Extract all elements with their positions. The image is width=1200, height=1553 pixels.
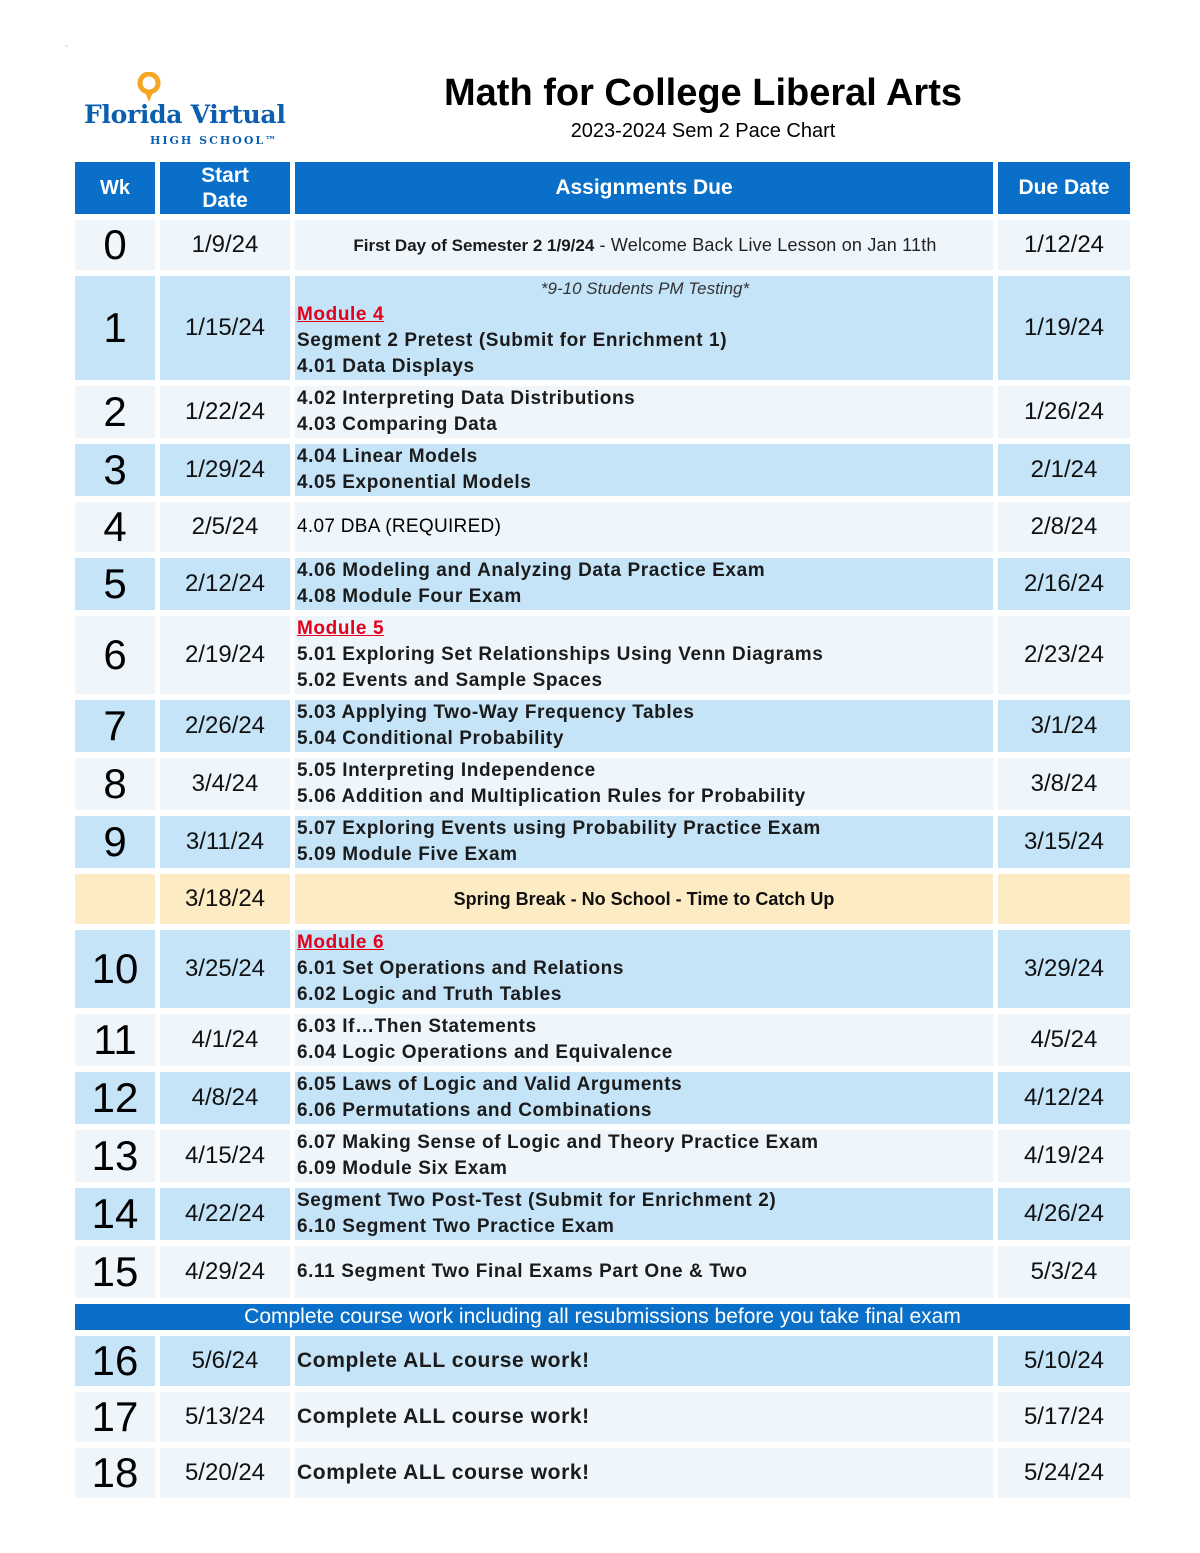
assignment-line: 4.02 Interpreting Data Distributions <box>297 388 636 409</box>
assignment-line: 4.03 Comparing Data <box>297 414 498 435</box>
due-date: 5/17/24 <box>998 1392 1130 1442</box>
start-date: 5/20/24 <box>160 1448 290 1498</box>
assignments-cell <box>295 816 993 868</box>
due-date: 4/5/24 <box>998 1014 1130 1066</box>
week-number: 13 <box>75 1130 155 1182</box>
assignment-line: 6.02 Logic and Truth Tables <box>297 984 563 1005</box>
start-date: 2/26/24 <box>160 700 290 752</box>
table-row <box>75 502 1130 552</box>
week-number: 10 <box>75 930 155 1008</box>
assignment-line: 6.05 Laws of Logic and Valid Arguments <box>297 1074 683 1095</box>
assignment-line: 4.07 DBA (REQUIRED) <box>297 516 502 537</box>
module-heading: Module 4 <box>297 304 385 325</box>
assignments-cell <box>295 444 993 496</box>
header-assignments: Assignments Due <box>295 162 993 214</box>
week-number: 15 <box>75 1246 155 1298</box>
table-row <box>75 444 1130 496</box>
table-row <box>75 220 1130 270</box>
due-date: 5/3/24 <box>998 1246 1130 1298</box>
start-date: 2/5/24 <box>160 502 290 552</box>
table-row <box>75 816 1130 868</box>
page-subtitle: 2023-2024 Sem 2 Pace Chart <box>570 120 836 142</box>
table-row <box>75 1014 1130 1066</box>
header-start-date: Start Date <box>160 162 290 214</box>
due-date: 1/19/24 <box>998 276 1130 380</box>
assignment-line: 5.03 Applying Two-Way Frequency Tables <box>297 702 695 723</box>
week-number: 6 <box>75 616 155 694</box>
due-date: 1/26/24 <box>998 386 1130 438</box>
assignment-line: 6.03 If…Then Statements <box>297 1016 537 1037</box>
testing-note: *9-10 Students PM Testing* <box>540 279 750 298</box>
page-title: Math for College Liberal Arts <box>444 72 962 114</box>
start-date: 4/22/24 <box>160 1188 290 1240</box>
assignment-line: Complete ALL course work! <box>297 1461 590 1484</box>
start-date: 2/12/24 <box>160 558 290 610</box>
assignment-line: 5.09 Module Five Exam <box>297 844 518 865</box>
table-row <box>75 558 1130 610</box>
table-row <box>75 1448 1130 1498</box>
start-date: 1/29/24 <box>160 444 290 496</box>
logo-brand-name: Florida Virtual <box>84 100 286 129</box>
table-row <box>75 1392 1130 1442</box>
assignment-line: 6.06 Permutations and Combinations <box>297 1100 653 1121</box>
assignments-cell <box>295 1014 993 1066</box>
week-number: 0 <box>75 220 155 270</box>
due-date: 2/16/24 <box>998 558 1130 610</box>
due-date: 4/19/24 <box>998 1130 1130 1182</box>
assignments-cell <box>295 616 993 694</box>
header-wk: Wk <box>75 162 155 214</box>
week-number: 16 <box>75 1336 155 1386</box>
start-date: 1/9/24 <box>160 220 290 270</box>
assignments-cell <box>295 502 993 552</box>
due-date: 1/12/24 <box>998 220 1130 270</box>
start-date: 3/4/24 <box>160 758 290 810</box>
assignment-line: 6.01 Set Operations and Relations <box>297 958 625 979</box>
assignment-line: Segment 2 Pretest (Submit for Enrichment 1) <box>297 330 728 351</box>
assignment-line: 5.05 Interpreting Independence <box>297 760 596 781</box>
week-number: 8 <box>75 758 155 810</box>
assignment-line: 6.04 Logic Operations and Equivalence <box>297 1042 673 1063</box>
assignment-line: 5.02 Events and Sample Spaces <box>297 670 603 691</box>
assignment-line: Complete ALL course work! <box>297 1349 590 1372</box>
spring-break-row <box>75 874 1130 924</box>
week-number: 11 <box>75 1014 155 1066</box>
week-number: 2 <box>75 386 155 438</box>
week-number: 4 <box>75 502 155 552</box>
assignments-cell <box>295 1392 993 1442</box>
week-number: 18 <box>75 1448 155 1498</box>
header-row <box>75 162 1130 214</box>
table-row <box>75 930 1130 1008</box>
due-date: 3/1/24 <box>998 700 1130 752</box>
pace-chart-table <box>70 156 1135 1504</box>
assignment-line: 4.01 Data Displays <box>297 356 475 377</box>
week-number: 7 <box>75 700 155 752</box>
first-day-text: First Day of Semester 2 1/9/24 <box>353 235 595 255</box>
live-lesson-text: - Welcome Back Live Lesson on Jan 11th <box>594 234 937 255</box>
start-date: 5/13/24 <box>160 1392 290 1442</box>
assignments-cell <box>295 276 993 380</box>
due-date: 5/24/24 <box>998 1448 1130 1498</box>
assignment-line: 6.09 Module Six Exam <box>297 1158 508 1179</box>
start-date: 1/22/24 <box>160 386 290 438</box>
start-date: 4/29/24 <box>160 1246 290 1298</box>
week-number: 1 <box>75 276 155 380</box>
week-number: 14 <box>75 1188 155 1240</box>
spring-break-text: Spring Break - No School - Time to Catch Up <box>295 874 993 924</box>
due-date: 4/12/24 <box>998 1072 1130 1124</box>
due-date: 3/8/24 <box>998 758 1130 810</box>
week-number: 5 <box>75 558 155 610</box>
table-row <box>75 1246 1130 1298</box>
assignments-cell <box>295 386 993 438</box>
week-number: 12 <box>75 1072 155 1124</box>
assignment-line: 5.07 Exploring Events using Probability Practice Exam <box>297 818 821 839</box>
start-date: 3/11/24 <box>160 816 290 868</box>
corner-mark: ~ <box>65 44 68 50</box>
start-date: 5/6/24 <box>160 1336 290 1386</box>
assignment-line: 6.07 Making Sense of Logic and Theory Practice Exam <box>297 1132 819 1153</box>
due-date <box>998 874 1130 924</box>
assignments-cell <box>295 1188 993 1240</box>
final-exam-banner: Complete course work including all resubmissions before you take final exam <box>75 1304 1130 1330</box>
table-row <box>75 1188 1130 1240</box>
week-number: 9 <box>75 816 155 868</box>
assignment-line: 4.06 Modeling and Analyzing Data Practice Exam <box>297 560 766 581</box>
table-row <box>75 386 1130 438</box>
fvhs-logo <box>84 72 294 152</box>
assignment-line: 4.05 Exponential Models <box>297 472 532 493</box>
table-row <box>75 1336 1130 1386</box>
table-row <box>75 1072 1130 1124</box>
assignment-line: 6.10 Segment Two Practice Exam <box>297 1216 615 1237</box>
due-date: 2/1/24 <box>998 444 1130 496</box>
start-date: 1/15/24 <box>160 276 290 380</box>
assignments-cell <box>295 930 993 1008</box>
table-row <box>75 758 1130 810</box>
assignment-line: Complete ALL course work! <box>297 1405 590 1428</box>
logo-tagline: HIGH SCHOOL™ <box>150 134 279 147</box>
assignment-line: 5.04 Conditional Probability <box>297 728 565 749</box>
table-row <box>75 616 1130 694</box>
table-row <box>75 700 1130 752</box>
start-date: 3/25/24 <box>160 930 290 1008</box>
start-date: 4/15/24 <box>160 1130 290 1182</box>
assignments-cell <box>295 700 993 752</box>
table-row <box>75 276 1130 380</box>
assignment-line: 5.06 Addition and Multiplication Rules for Probability <box>297 786 806 807</box>
assignments-cell <box>295 1336 993 1386</box>
assignment-line: 4.04 Linear Models <box>297 446 478 467</box>
start-date: 3/18/24 <box>160 874 290 924</box>
start-date: 4/1/24 <box>160 1014 290 1066</box>
start-date: 2/19/24 <box>160 616 290 694</box>
assignment-line: Segment Two Post-Test (Submit for Enrichment 2) <box>297 1190 777 1211</box>
start-date: 4/8/24 <box>160 1072 290 1124</box>
assignments-cell <box>295 758 993 810</box>
assignments-cell <box>295 1448 993 1498</box>
assignments-cell <box>295 1130 993 1182</box>
due-date: 2/23/24 <box>998 616 1130 694</box>
due-date: 2/8/24 <box>998 502 1130 552</box>
due-date: 4/26/24 <box>998 1188 1130 1240</box>
week-number: 3 <box>75 444 155 496</box>
due-date: 3/29/24 <box>998 930 1130 1008</box>
assignment-line: 6.11 Segment Two Final Exams Part One & Two <box>297 1261 748 1282</box>
assignments-cell <box>295 220 993 270</box>
assignment-line: 5.01 Exploring Set Relationships Using Venn Diagrams <box>297 644 824 665</box>
week-number: 17 <box>75 1392 155 1442</box>
module-heading: Module 5 <box>297 618 385 639</box>
module-heading: Module 6 <box>297 932 385 953</box>
header-due-date: Due Date <box>998 162 1130 214</box>
due-date: 5/10/24 <box>998 1336 1130 1386</box>
assignments-cell <box>295 1246 993 1298</box>
assignments-cell <box>295 558 993 610</box>
final-exam-banner-row <box>75 1304 1130 1330</box>
due-date: 3/15/24 <box>998 816 1130 868</box>
table-row <box>75 1130 1130 1182</box>
assignment-line: 4.08 Module Four Exam <box>297 586 522 607</box>
assignments-cell <box>295 1072 993 1124</box>
week-number <box>75 874 155 924</box>
